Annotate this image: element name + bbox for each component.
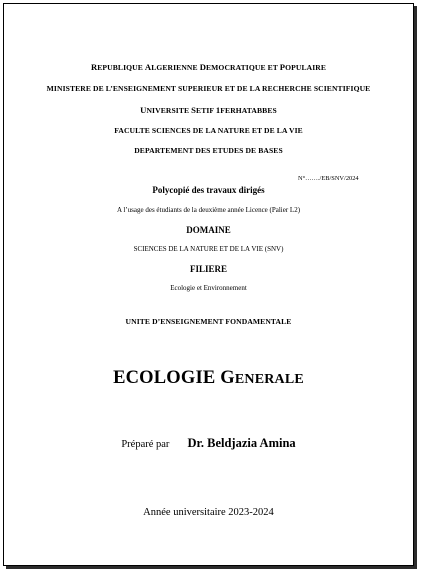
filiere-value: Ecologie et Environnement xyxy=(170,284,247,292)
main-title-smallcaps: ENERALE xyxy=(234,372,304,387)
cap-letter: 1 xyxy=(215,105,221,115)
page-shadow-bottom xyxy=(6,566,417,569)
reference-number: N°……./EB/SNV/2024 xyxy=(298,175,359,182)
prepared-by xyxy=(4,434,413,452)
heading-text: OPULAIRE xyxy=(285,63,327,72)
page-shadow-right xyxy=(414,6,417,569)
filiere-label: FILIERE xyxy=(189,264,227,274)
heading-text: FERHATABBES xyxy=(220,106,277,115)
domaine-value: SCIENCES DE LA NATURE ET DE LA VIE (SNV) xyxy=(133,245,284,253)
departement-heading: DEPARTEMENT DES ETUDES DE BASES xyxy=(134,146,283,155)
polycopie-audience: A l’usage des étudiants de la deuxième année Licence (Palier L2) xyxy=(116,206,301,214)
ministere-heading: MINISTERE DE L’ENSEIGNEMENT SUPERIEUR ET DE LA RECHERCHE SCIENTIFIQUE xyxy=(46,84,371,93)
heading-text: EMOCRATIQUE ET xyxy=(206,63,280,72)
main-title-text: ECOLOGIE xyxy=(113,368,221,388)
prepared-label: Préparé par xyxy=(121,439,170,450)
main-title-cap: G xyxy=(220,368,235,388)
republique-heading xyxy=(4,62,413,72)
cap-letter: R xyxy=(90,62,98,72)
document-page xyxy=(3,3,414,566)
faculte-heading: FACULTE SCIENCES DE LA NATURE ET DE LA VIE xyxy=(114,126,303,135)
polycopie-title: Polycopié des travaux dirigés xyxy=(152,185,265,195)
cap-letter: P xyxy=(279,62,286,72)
domaine-label: DOMAINE xyxy=(186,225,231,235)
main-title xyxy=(4,368,413,389)
cap-letter: D xyxy=(199,62,206,72)
cap-letter: S xyxy=(191,105,197,115)
cap-letter: U xyxy=(140,105,147,115)
author-name: Dr. Beldjazia Amina xyxy=(187,436,296,450)
cap-letter: A xyxy=(144,62,152,72)
heading-text: NIVERSITE xyxy=(146,106,192,115)
heading-text: ETIF xyxy=(196,106,216,115)
universite-heading xyxy=(4,105,413,115)
heading-text: LGERIENNE xyxy=(151,63,200,72)
heading-text: EPUBLIQUE xyxy=(97,63,145,72)
academic-year: Année universitaire 2023-2024 xyxy=(143,507,274,518)
unite-heading: UNITE D’ENSEIGNEMENT FONDAMENTALE xyxy=(125,317,292,326)
